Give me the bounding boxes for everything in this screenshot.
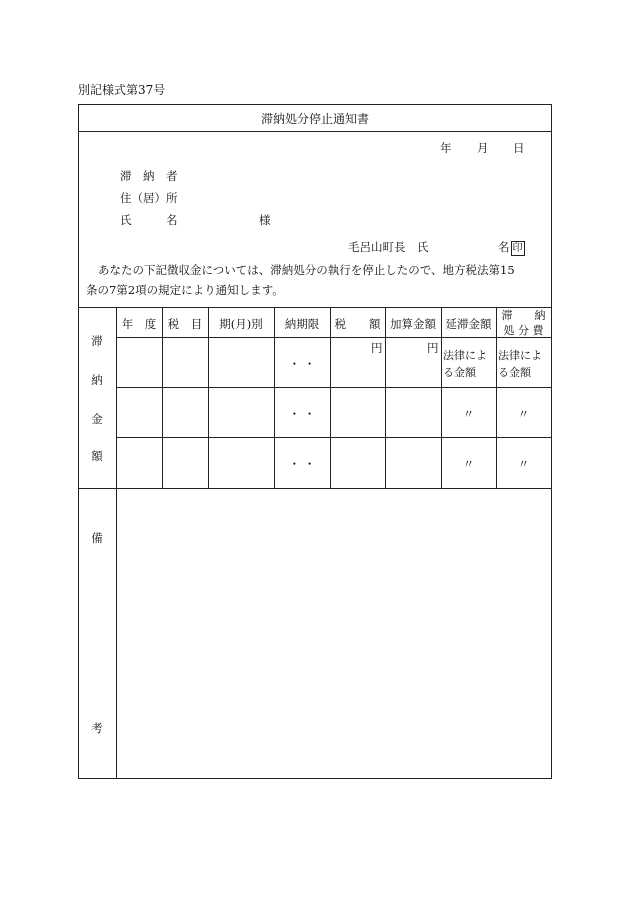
row-1-tax-unit: 円 <box>371 341 383 355</box>
date-year-label: 年 <box>440 141 452 155</box>
row-2-due-date: ・ ・ <box>288 407 316 421</box>
col-header-tax-item: 税 目 <box>167 317 203 331</box>
honorific: 様 <box>259 213 271 227</box>
side-label-char-2: 納 <box>91 373 103 387</box>
issuer-name <box>498 239 525 256</box>
address-label: 住（居）所 <box>120 191 178 205</box>
notice-line-2: 条の7第2項の規定により通知します。 <box>86 283 284 297</box>
title-divider <box>78 131 552 132</box>
col-header-year: 年 度 <box>121 317 157 331</box>
col-header-disposition-fee-line2: 処 分 費 <box>503 324 544 337</box>
col-header-tax-amount: 税 額 <box>334 317 381 331</box>
remarks-label-top: 備 <box>91 531 103 545</box>
row-3-arrears: 〃 <box>462 457 475 471</box>
row-1-due-date: ・ ・ <box>288 357 316 371</box>
row-3-fee: 〃 <box>517 457 530 471</box>
date-month-label: 月 <box>477 141 489 155</box>
amount-section-top <box>78 307 552 308</box>
col-header-disposition-fee <box>496 308 551 338</box>
form-title: 滞納処分停止通知書 <box>260 112 369 126</box>
row-1-arrears-line1: 法律によ <box>443 349 487 362</box>
col-header-surcharge: 加算金額 <box>390 317 436 331</box>
side-label-char-3: 金 <box>91 412 103 426</box>
side-label-char-1: 滞 <box>91 334 103 348</box>
col-header-arrears: 延滞金額 <box>445 317 492 331</box>
side-label-char-4: 額 <box>91 449 103 463</box>
row-1-arrears-line2: る金額 <box>443 366 476 379</box>
issuer-title: 毛呂山町長 氏 <box>348 240 429 254</box>
row-3-due-date: ・ ・ <box>288 457 316 471</box>
issuer-name-label: 名 <box>498 240 510 254</box>
row-1-surcharge-unit: 円 <box>427 341 439 355</box>
seal-stamp: 印 <box>512 243 523 254</box>
row-2-fee: 〃 <box>517 407 530 421</box>
row-1-fee-line1: 法律によ <box>498 349 542 362</box>
row-1-fee-line2: る金額 <box>498 366 531 379</box>
col-header-disposition-fee-line1: 滞 納 <box>501 309 546 322</box>
taxpayer-label: 滞 納 者 <box>120 169 178 183</box>
row-1-fee-note <box>498 347 542 381</box>
row-1-arrears-note <box>443 347 487 381</box>
form-number: 別記様式第37号 <box>78 83 166 97</box>
name-label: 氏 名 <box>120 213 178 227</box>
row-2-arrears: 〃 <box>462 407 475 421</box>
remarks-label-bottom: 考 <box>91 721 103 735</box>
col-header-due-date: 納期限 <box>284 317 320 331</box>
date-day-label: 日 <box>513 141 525 155</box>
notice-line-1: あなたの下記徴収金については、滞納処分の執行を停止したので、地方税法第15 <box>98 263 515 277</box>
col-header-period: 期(月)別 <box>219 317 263 331</box>
